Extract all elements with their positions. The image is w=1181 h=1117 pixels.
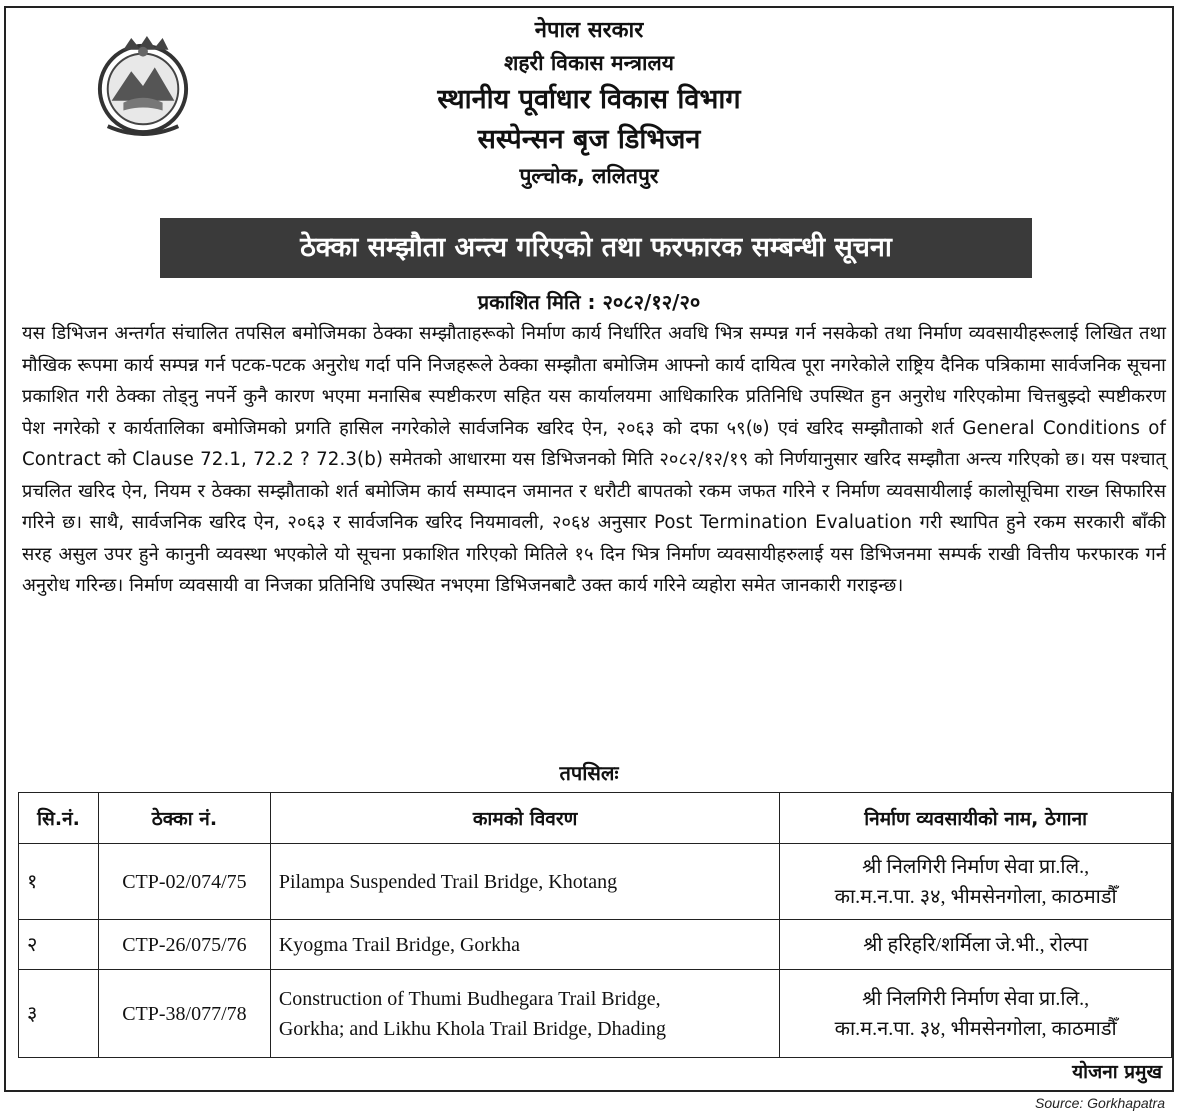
contractor-address: का.म.न.पा. ३४, भीमसेनगोला, काठमाडौँ <box>834 885 1117 908</box>
source-credit: Source: Gorkhapatra <box>1035 1095 1165 1111</box>
description-line: Construction of Thumi Budhegara Trail Bridge, <box>278 987 661 1010</box>
contractor-name: श्री निलगिरी निर्माण सेवा प्रा.लि., <box>862 855 1090 878</box>
row-sn: १ <box>19 844 99 920</box>
row-contract-no: CTP-26/075/76 <box>98 920 270 970</box>
division-title: सस्पेन्सन बृज डिभिजन <box>477 124 701 155</box>
row-sn: ३ <box>19 970 99 1058</box>
row-description: Pilampa Suspended Trail Bridge, Khotang <box>270 844 779 920</box>
contractor-name: श्री हरिहरि/शर्मिला जे.भी., रोल्पा <box>863 933 1089 956</box>
department-title: स्थानीय पूर्वाधार विकास विभाग <box>437 84 741 115</box>
schedule-title: तपसिलः <box>559 761 619 785</box>
contractor-name: श्री निलगिरी निर्माण सेवा प्रा.लि., <box>862 987 1090 1010</box>
table-row <box>19 920 1172 970</box>
column-header-sn: सि.नं. <box>19 793 99 844</box>
body-paragraph: यस डिभिजन अन्तर्गत संचालित तपसिल बमोजिमका ठेक्का सम्झौताहरूको निर्माण कार्य निर्धारित अवधि भित्र सम्पन्न गर्न नसकेको तथा निर्माण व्यवसायीहरूलाई लिखित तथा मौखिक रूपमा कार्य सम्पन्न गर्न पटक-पटक अनुरोध गर्दा पनि निजहरूले ठेक्का सम्झौता बमोजिम आफ्नो कार्य दायित्व पूरा नगरेकोले राष्ट्रिय दैनिक पत्रिकामा सार्वजनिक सूचना प्रकाशित गरी ठेक्का तोड्नु नपर्ने कुनै कारण भएमा मनासिब स्पष्टीकरण सहित यस कार्यालयमा आधिकारिक प्रतिनिधि उपस्थित हुन अनुरोध गरिएकोमा चित्तबुझ्दो स्पष्टीकरण पेश नगरेको र कार्यतालिका बमोजिमको प्रगति हासिल नगरेकोले सार्वजनिक खरिद ऐन, २०६३ को दफा ५९(७) एवं खरिद सम्झौताको शर्त General Conditions of Contract को Clause 72.1, 72.2 ? 72.3(b) समेतको आधारमा यस डिभिजनको मिति २०८२/१२/१९ को निर्णयानुसार खरिद सम्झौता अन्त्य गरिएको छ। यस पश्चात् प्रचलित खरिद ऐन, नियम र ठेक्का सम्झौताको शर्त बमोजिम कार्य सम्पादन जमानत र धरौटी बापतको रकम जफत गरिने र निर्माण व्यवसायीलाई कालोसूचिमा राख्न सिफारिस गरिने छ। साथै, सार्वजनिक खरिद ऐन, २०६३ र सार्वजनिक खरिद नियमावली, २०६४ अनुसार Post Termination Evaluation गरी स्थापित हुने रकम सरकारी बाँकी सरह असुल उपर हुने कानुनी व्यवस्था भएकोले यो सूचना प्रकाशित गरिएको मितिले १५ दिन भित्र निर्माण व्यवसायीहरुलाई यस डिभिजनमा सम्पर्क राखी वित्तीय फरफारक गर्न अनुरोध गरिन्छ। निर्माण व्यवसायी वा निजका प्रतिनिधि उपस्थित नभएमा डिभिजनबाटै उक्त कार्य गरिने व्यहोरा समेत जानकारी गराइन्छ। <box>22 323 1166 596</box>
published-date: प्रकाशित मिति : २०८२/१२/२० <box>477 290 701 314</box>
row-contractor <box>780 970 1172 1058</box>
signatory-title: योजना प्रमुख <box>1072 1061 1162 1083</box>
row-contractor <box>780 844 1172 920</box>
row-contractor <box>780 920 1172 970</box>
table-row <box>19 970 1172 1058</box>
column-header-contract-no: ठेक्का नं. <box>98 793 270 844</box>
table-row <box>19 844 1172 920</box>
row-description: Kyogma Trail Bridge, Gorkha <box>270 920 779 970</box>
notice <box>4 6 1174 1092</box>
description-line: Gorkha; and Likhu Khola Trail Bridge, Dhading <box>278 1017 667 1040</box>
contractor-address: का.म.न.पा. ३४, भीमसेनगोला, काठमाडौँ <box>834 1017 1117 1040</box>
column-header-description: कामको विवरण <box>270 793 779 844</box>
contracts-table <box>18 792 1172 1058</box>
notice-body <box>22 318 1166 602</box>
row-contract-no: CTP-02/074/75 <box>98 844 270 920</box>
office-address: पुल्चोक, ललितपुर <box>519 164 659 188</box>
ministry-title: शहरी विकास मन्त्रालय <box>504 51 674 75</box>
government-title: नेपाल सरकार <box>534 18 644 43</box>
row-sn: २ <box>19 920 99 970</box>
column-header-contractor: निर्माण व्यवसायीको नाम, ठेगाना <box>780 793 1172 844</box>
row-contract-no: CTP-38/077/78 <box>98 970 270 1058</box>
table-header-row <box>19 793 1172 844</box>
row-description <box>270 970 779 1058</box>
notice-title: ठेक्का सम्झौता अन्त्य गरिएको तथा फरफारक सम्बन्धी सूचना <box>160 218 1032 278</box>
header <box>6 16 1172 192</box>
